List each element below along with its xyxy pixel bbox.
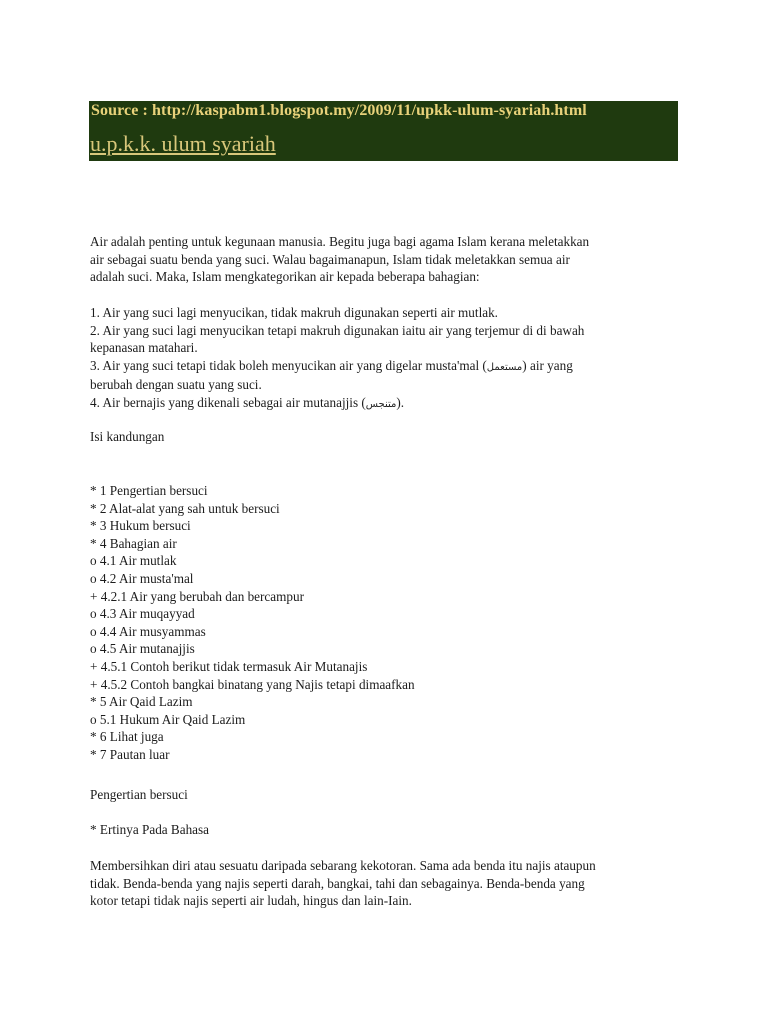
toc-item[interactable]: + 4.2.1 Air yang berubah dan bercampur <box>90 588 304 604</box>
blog-title-link[interactable]: u.p.k.k. ulum syariah <box>90 131 276 156</box>
toc-item[interactable]: o 4.3 Air muqayyad <box>90 606 195 622</box>
intro-line: Air adalah penting untuk kegunaan manusia. Begitu juga bagi agama Islam kerana meletakkan <box>90 234 590 249</box>
category-text: ) air yang <box>522 357 573 373</box>
toc-item[interactable]: o 4.1 Air mutlak <box>90 553 177 569</box>
section-heading: Pengertian bersuci <box>90 787 188 802</box>
toc-item[interactable]: + 4.5.1 Contoh berikut tidak termasuk Air Mutanajis <box>90 658 368 674</box>
paragraph-line: tidak. Benda-benda yang najis seperti darah, bangkai, tahi dan sebagainya. Benda-benda yang <box>90 875 585 891</box>
intro-line: air sebagai suatu benda yang suci. Walau bagaimanapun, Islam tidak meletakkan semua air <box>90 251 570 267</box>
category-line: 2. Air yang suci lagi menyucikan tetapi makruh digunakan iaitu air yang terjemur di di bawah <box>90 322 585 338</box>
category-text: 4. Air bernajis yang dikenali sebagai air mutanajjis ( <box>90 394 366 410</box>
paragraph-line: Membersihkan diri atau sesuatu daripada sebarang kekotoran. Sama ada benda itu najis ataupun <box>90 858 596 873</box>
category-line: berubah dengan suatu yang suci. <box>90 377 262 393</box>
toc-item[interactable]: * 3 Hukum bersuci <box>90 518 191 534</box>
toc-item[interactable]: o 4.5 Air mutanajjis <box>90 641 195 657</box>
toc-item[interactable]: * 4 Bahagian air <box>90 535 177 551</box>
toc-item[interactable]: o 5.1 Hukum Air Qaid Lazim <box>90 711 246 727</box>
paragraph-line: kotor tetapi tidak najis seperti air ludah, hingus dan lain-Iain. <box>90 893 412 909</box>
section-subheading: * Ertinya Pada Bahasa <box>90 822 210 837</box>
source-url[interactable]: Source : http://kaspabm1.blogspot.my/2009/11/upkk-ulum-syariah.html <box>91 102 587 119</box>
arabic-term: مستعمل <box>486 361 523 373</box>
intro-paragraph <box>90 233 680 286</box>
intro-line: adalah suci. Maka, Islam mengkategorikan air kepada beberapa bahagian: <box>90 269 480 285</box>
toc-heading: Isi kandungan <box>90 429 165 444</box>
toc-item[interactable]: * 1 Pengertian bersuci <box>90 483 208 498</box>
toc-list <box>90 482 680 764</box>
category-line: 1. Air yang suci lagi menyucikan, tidak makruh digunakan seperti air mutlak. <box>90 305 498 320</box>
category-line <box>90 394 680 414</box>
category-line <box>90 357 680 377</box>
source-banner <box>89 101 678 161</box>
toc-item[interactable]: * 2 Alat-alat yang sah untuk bersuci <box>90 500 280 516</box>
toc-item[interactable]: o 4.4 Air musyammas <box>90 623 206 639</box>
category-text: 3. Air yang suci tetapi tidak boleh menyucikan air yang digelar musta'mal ( <box>90 357 487 373</box>
category-line: kepanasan matahari. <box>90 340 198 356</box>
toc-item[interactable]: * 5 Air Qaid Lazim <box>90 694 193 710</box>
toc-item[interactable]: o 4.2 Air musta'mal <box>90 570 194 586</box>
arabic-term: متنجس <box>365 398 397 410</box>
definition-paragraph <box>90 857 680 910</box>
toc-item[interactable]: + 4.5.2 Contoh bangkai binatang yang Najis tetapi dimaafkan <box>90 676 415 692</box>
toc-item[interactable]: * 6 Lihat juga <box>90 729 164 745</box>
category-text: ). <box>396 394 405 410</box>
water-categories-list <box>90 304 680 414</box>
toc-item[interactable]: * 7 Pautan luar <box>90 746 170 762</box>
